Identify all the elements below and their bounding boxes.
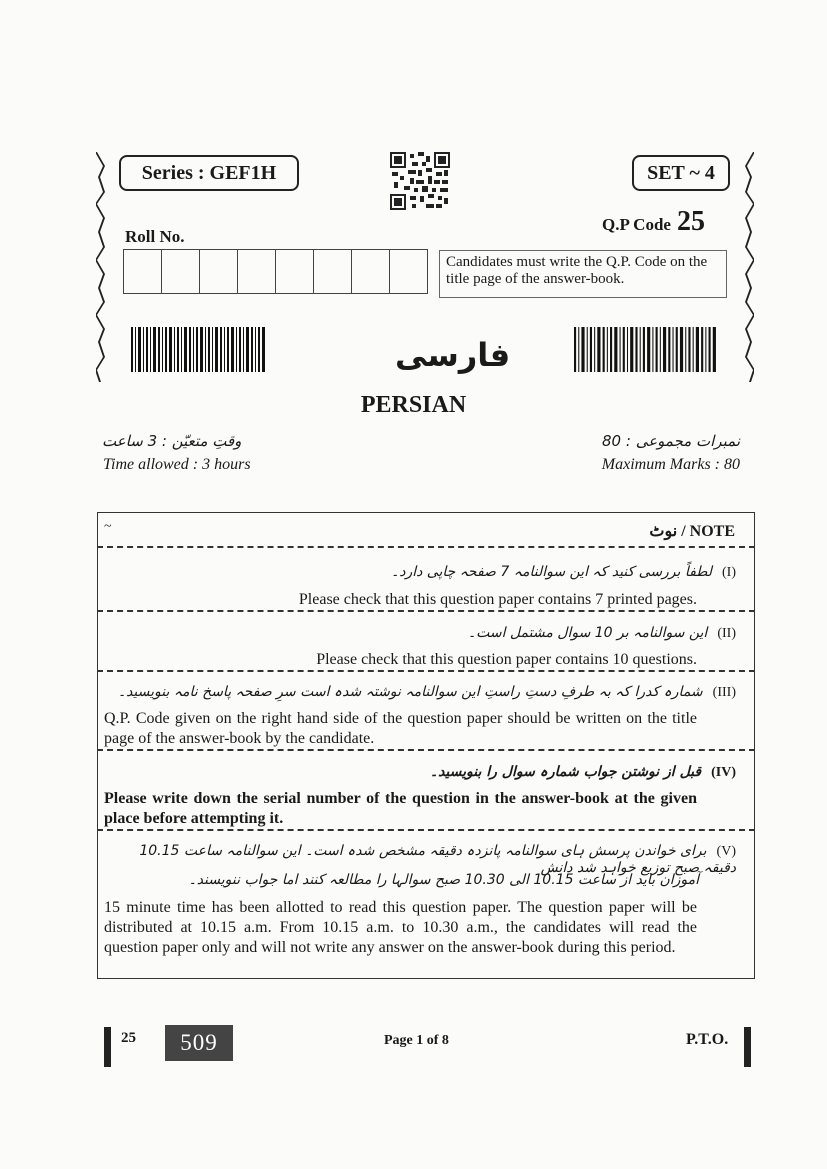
qp-code (602, 206, 705, 238)
roll-cell[interactable] (352, 250, 390, 293)
divider (97, 610, 755, 612)
roll-cell[interactable] (390, 250, 427, 293)
roll-cell[interactable] (200, 250, 238, 293)
note-item-5-urdu-line2: آموزان باید از ساعت 10.15 الی 10.30 صبح سوالہا را مطالعہ کنند اما جواب ننویسند۔ (188, 872, 699, 888)
note-tilde: ~ (104, 519, 112, 534)
roll-cell[interactable] (124, 250, 162, 293)
note-item-3-text: Q.P. Code given on the right hand side of the question paper should be written on the title page of the answer-book by the candidate. (104, 710, 697, 747)
footer-bar-right (744, 1027, 751, 1067)
right-border-marks (742, 152, 754, 382)
note-item-2-urdu: (II)این سوالنامہ بر 10 سوال مشتمل است۔ (467, 625, 736, 641)
max-marks: Maximum Marks : 80 (601, 456, 740, 473)
note-item-3-urdu: (III)شمارہ کدرا کہ بہ طرفِ دستِ راستِ این سوالنامہ نوشتہ شدہ است سرِ صفحہ پاسخ نامہ بنویسید۔ (117, 684, 736, 700)
note-item-number: (I) (721, 565, 736, 580)
set-label: SET ~ 4 (632, 155, 730, 191)
note-item-1-text: Please check that this question paper contains 7 printed pages. (298, 591, 697, 608)
roll-cell[interactable] (238, 250, 276, 293)
pto-label: P.T.O. (686, 1031, 729, 1048)
note-item-number: (II) (717, 626, 736, 641)
page-number: Page 1 of 8 (384, 1033, 449, 1048)
note-heading: نوٹ / NOTE (649, 523, 735, 540)
subject-title-farsi: فارسی (395, 336, 511, 374)
time-allowed: Time allowed : 3 hours (103, 456, 251, 473)
left-border-marks (96, 152, 108, 382)
footer-box-code: 509 (165, 1025, 233, 1061)
max-marks-urdu: نمبرات مجموعی : 80 (602, 432, 740, 450)
time-allowed-urdu: وقتِ متعیّن : 3 ساعت (102, 432, 242, 450)
roll-cell[interactable] (276, 250, 314, 293)
qr-code-icon (390, 152, 450, 210)
subject-title: PERSIAN (360, 392, 467, 418)
roll-cell[interactable] (314, 250, 352, 293)
note-item-2-text: Please check that this question paper contains 10 questions. (316, 651, 697, 668)
note-item-4-urdu: (IV)قبل از نوشتن جواب شمارہ سوال را بنویسید۔ (429, 764, 736, 780)
roll-no-boxes[interactable] (123, 249, 428, 294)
footer-bar-left (104, 1027, 111, 1067)
note-item-5-text: 15 minute time has been allotted to read this question paper. The question paper will be distributed at 10.15 a.m. From 10.15 a.m. to 10.30 a.m., the candidates will read the question paper only and will not write any answer on the answer-book during this period. (104, 899, 697, 956)
note-item-4-text: Please write down the serial number of the question in the answer-book at the given place before attempting it. (104, 790, 697, 827)
note-item-5-urdu: (V)برای خواندن پرسش ہای سوالنامہ پانزدہ دقیقہ مشخص شدہ است۔ این سوالنامہ ساعت 10.15 دقیقہ صبح توزیع خواہد شد دانش (139, 843, 736, 876)
note-item-number: (IV) (711, 765, 736, 780)
barcode-left-icon (131, 327, 266, 372)
roll-no-label: Roll No. (125, 227, 185, 246)
footer-code: 25 (121, 1030, 136, 1046)
divider (97, 546, 755, 548)
barcode-right-icon (574, 327, 717, 372)
divider (97, 829, 755, 831)
roll-cell[interactable] (162, 250, 200, 293)
note-item-1-urdu: (I)لطفاً بررسی کنید کہ این سوالنامہ 7 صفحہ چاپی دارد۔ (391, 564, 736, 580)
note-item-number: (III) (712, 685, 736, 700)
qp-code-label: Q.P Code (602, 215, 671, 234)
series-label: Series : GEF1H (119, 155, 299, 191)
qp-code-value: 25 (676, 206, 705, 237)
qp-code-instruction: Candidates must write the Q.P. Code on the title page of the answer-book. (439, 250, 727, 298)
divider (97, 670, 755, 672)
divider (97, 749, 755, 751)
note-item-number: (V) (716, 844, 736, 859)
